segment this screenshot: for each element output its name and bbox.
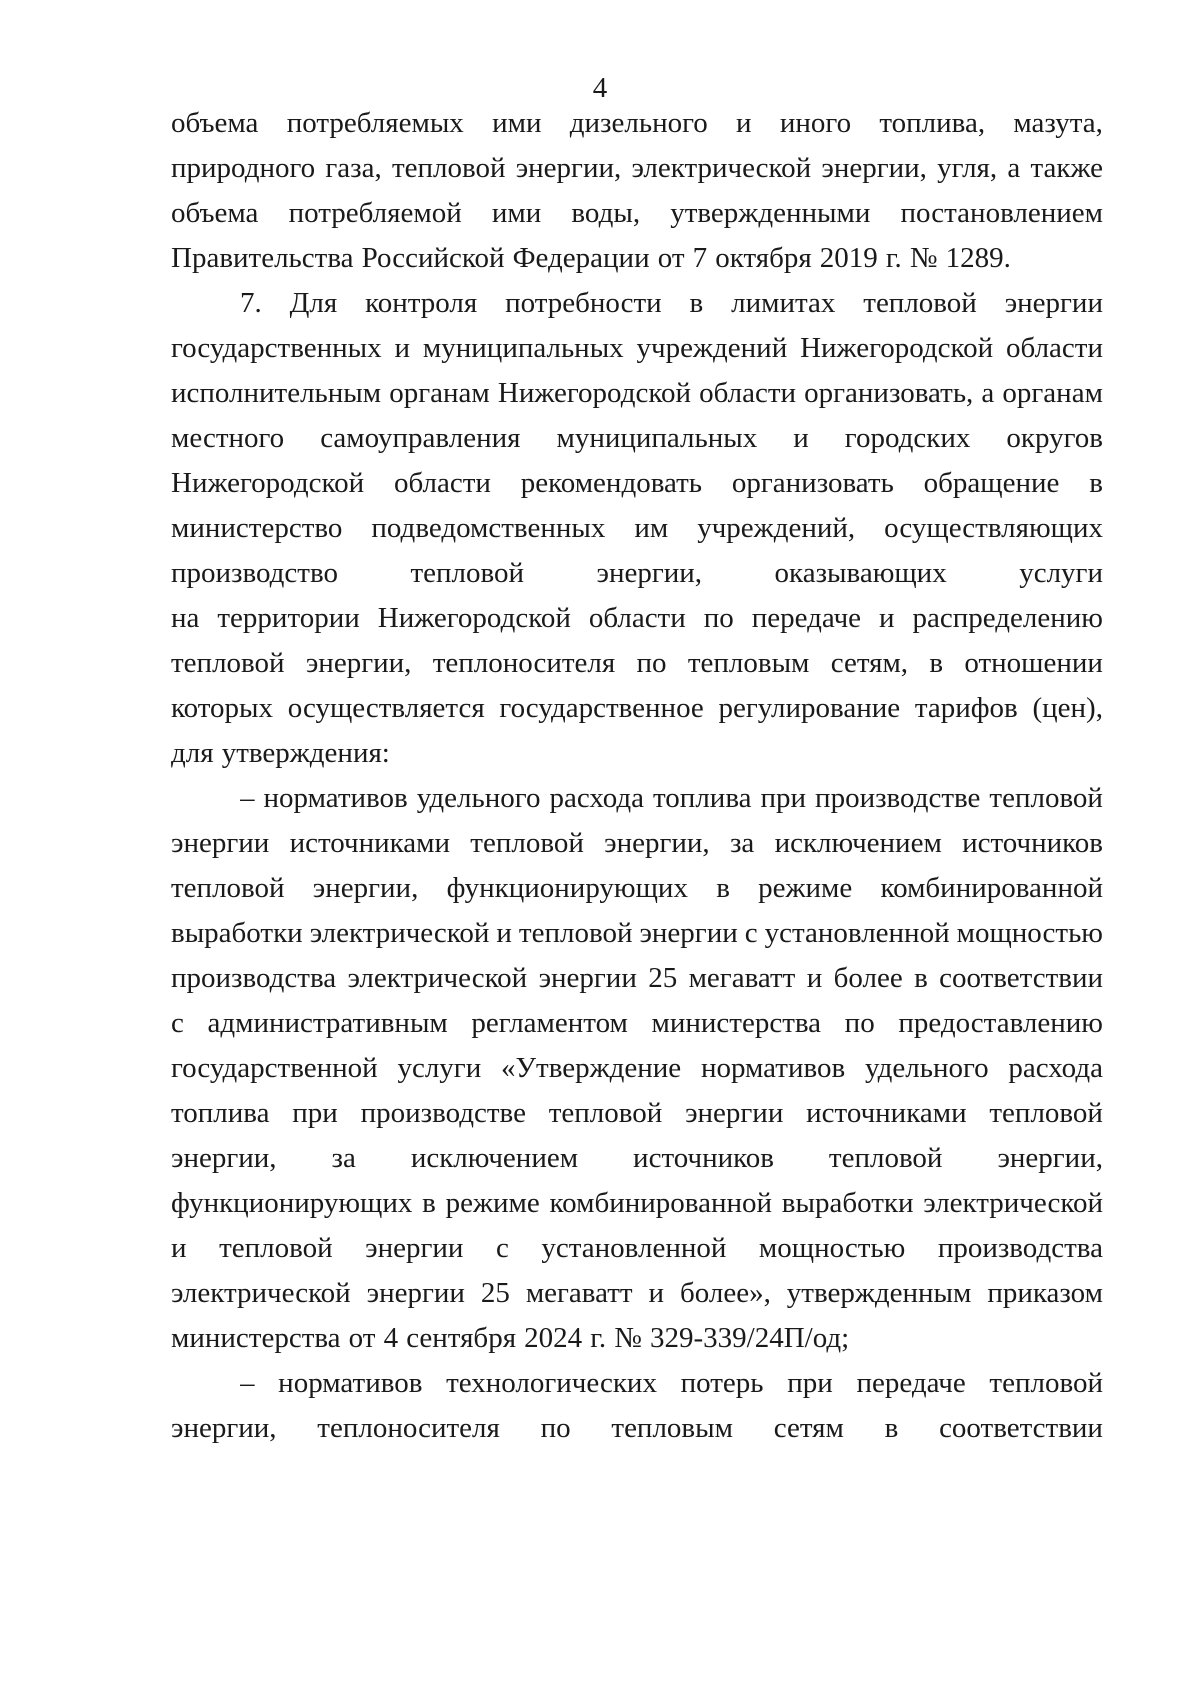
- list-item-1-first-line: – нормативов удельного расхода топлива при производстве тепловой: [240, 782, 1103, 814]
- text-line-3: объема потребляемой ими воды, утвержденными постановлением: [171, 197, 1103, 229]
- text-line-20: производства электрической энергии 25 мегаватт и более в соответствии: [171, 962, 1103, 994]
- text-line-1: объема потребляемых ими дизельного и иного топлива, мазута,: [171, 107, 1103, 139]
- text-line-19: выработки электрической и тепловой энергии с установленной мощностью: [171, 917, 1103, 949]
- text-line-9: Нижегородской области рекомендовать организовать обращение в: [171, 467, 1103, 499]
- text-line-15: для утверждения:: [171, 737, 390, 769]
- text-line-2: природного газа, тепловой энергии, электрической энергии, угля, а также: [171, 152, 1103, 184]
- text-line-27: электрической энергии 25 мегаватт и более», утвержденным приказом: [171, 1277, 1103, 1309]
- text-line-25: функционирующих в режиме комбинированной выработки электрической: [171, 1187, 1103, 1219]
- text-line-26: и тепловой энергии с установленной мощностью производства: [171, 1232, 1103, 1264]
- list-item-2-first-line: – нормативов технологических потерь при передаче тепловой: [240, 1367, 1103, 1399]
- text-line-7: исполнительным органам Нижегородской области организовать, а органам: [171, 377, 1103, 409]
- text-line-23: топлива при производстве тепловой энергии источниками тепловой: [171, 1097, 1103, 1129]
- text-line-24: энергии, за исключением источников тепловой энергии,: [171, 1142, 1103, 1174]
- page-number: 4: [592, 72, 608, 104]
- text-line-6: государственных и муниципальных учреждений Нижегородской области: [171, 332, 1103, 364]
- paragraph-7-first-line: 7. Для контроля потребности в лимитах тепловой энергии: [240, 287, 1103, 319]
- text-line-8: местного самоуправления муниципальных и городских округов: [171, 422, 1103, 454]
- text-line-28: министерства от 4 сентября 2024 г. № 329-339/24П/од;: [171, 1322, 850, 1354]
- text-line-14: которых осуществляется государственное регулирование тарифов (цен),: [171, 692, 1103, 724]
- text-line-10: министерство подведомственных им учреждений, осуществляющих: [171, 512, 1103, 544]
- text-line-21: с административным регламентом министерства по предоставлению: [171, 1007, 1103, 1039]
- text-line-17: энергии источниками тепловой энергии, за исключением источников: [171, 827, 1103, 859]
- text-line-11: производство тепловой энергии, оказывающих услуги: [171, 557, 1103, 589]
- text-line-12: на территории Нижегородской области по передаче и распределению: [171, 602, 1103, 634]
- text-line-4: Правительства Российской Федерации от 7 октября 2019 г. № 1289.: [171, 242, 1011, 274]
- text-line-22: государственной услуги «Утверждение нормативов удельного расхода: [171, 1052, 1103, 1084]
- text-line-30: энергии, теплоносителя по тепловым сетям в соответствии: [171, 1412, 1103, 1444]
- text-line-18: тепловой энергии, функционирующих в режиме комбинированной: [171, 872, 1103, 904]
- text-line-13: тепловой энергии, теплоносителя по тепловым сетям, в отношении: [171, 647, 1103, 679]
